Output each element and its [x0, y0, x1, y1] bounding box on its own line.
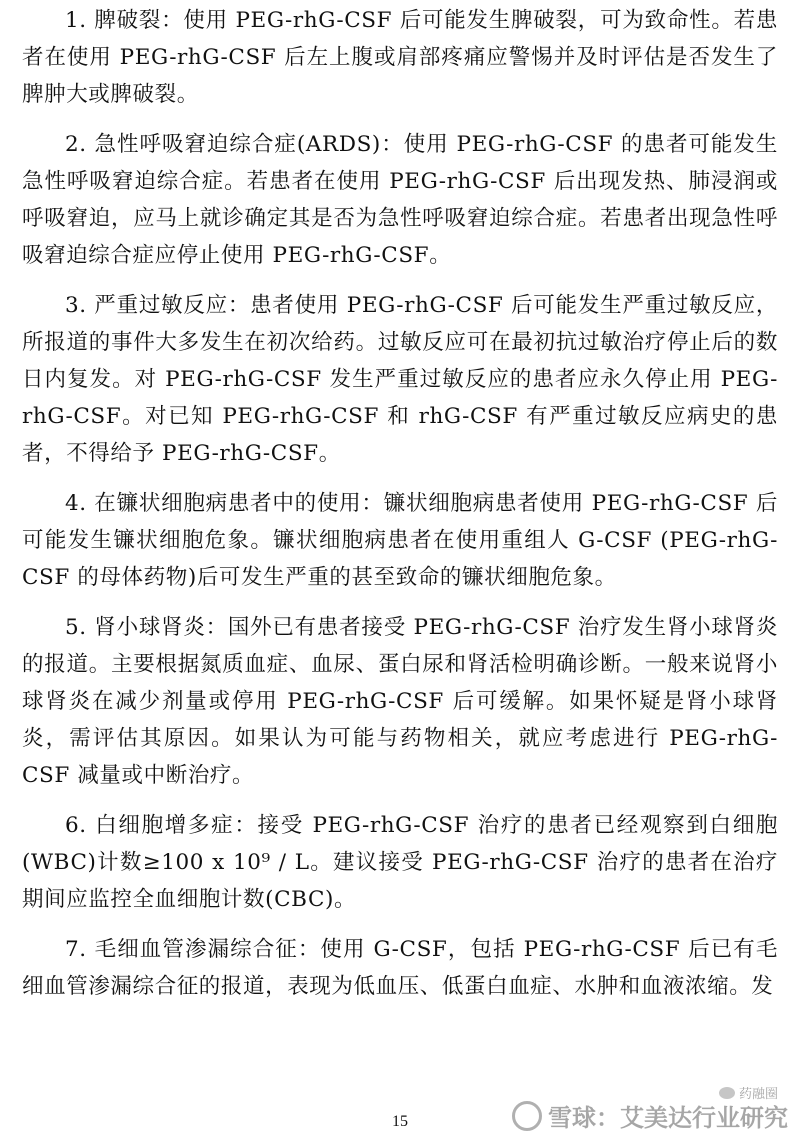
- paragraph-sickle-cell: 4. 在镰状细胞病患者中的使用：镰状细胞病患者使用 PEG-rhG-CSF 后可能发生镰状细胞危象。镰状细胞病患者在使用重组人 G-CSF (PEG-rhG-CSF 的母体药物)后可发生严重的甚至致命的镰状细胞危象。: [22, 491, 778, 590]
- paragraph-allergic-reaction: 3. 严重过敏反应：患者使用 PEG-rhG-CSF 后可能发生严重过敏反应，所报道的事件大多发生在初次给药。过敏反应可在最初抗过敏治疗停止后的数日内复发。对 PEG-rhG-CSF 发生严重过敏反应的患者应永久停止用 PEG-rhG-CSF。对已知 PEG-rhG-CSF 和 rhG-CSF 有严重过敏反应病史的患者，不得给予 PEG-rhG-CSF。: [22, 293, 778, 466]
- snowball-logo-icon: [512, 1101, 542, 1131]
- wechat-icon: [719, 1087, 735, 1099]
- paragraph-ards: 2. 急性呼吸窘迫综合症(ARDS)：使用 PEG-rhG-CSF 的患者可能发生急性呼吸窘迫综合症。若患者在使用 PEG-rhG-CSF 后出现发热、肺浸润或呼吸窘迫，应马上就诊确定其是否为急性呼吸窘迫综合症。若患者出现急性呼吸窘迫综合症应停止使用 PEG-rhG-CSF。: [22, 132, 778, 268]
- watermark: [512, 1098, 788, 1133]
- paragraph-capillary-leak: 7. 毛细血管渗漏综合征：使用 G-CSF，包括 PEG-rhG-CSF 后已有毛细血管渗漏综合征的报道，表现为低血压、低蛋白血症、水肿和血液浓缩。发: [22, 937, 778, 999]
- paragraph-glomerulonephritis: 5. 肾小球肾炎：国外已有患者接受 PEG-rhG-CSF 治疗发生肾小球肾炎的报道。主要根据氮质血症、血尿、蛋白尿和肾活检明确诊断。一般来说肾小球肾炎在减少剂量或停用 PEG-rhG-CSF 后可缓解。如果怀疑是肾小球肾炎，需评估其原因。如果认为可能与药物相关，就应考虑进行 PEG-rhG-CSF 减量或中断治疗。: [22, 615, 778, 788]
- watermark-secondary-text: 药融圈: [738, 1087, 778, 1102]
- document-body: [22, 2, 778, 1018]
- paragraph-leukocytosis: 6. 白细胞增多症：接受 PEG-rhG-CSF 治疗的患者已经观察到白细胞(WBC)计数≥100 x 10⁹ / L。建议接受 PEG-rhG-CSF 治疗的患者在治疗期间应监控全血细胞计数(CBC)。: [22, 813, 778, 912]
- paragraph-splenic-rupture: 1. 脾破裂：使用 PEG-rhG-CSF 后可能发生脾破裂，可为致命性。若患者在使用 PEG-rhG-CSF 后左上腹或肩部疼痛应警惕并及时评估是否发生了脾肿大或脾破裂。: [22, 8, 778, 107]
- page-number: 15: [392, 1113, 408, 1130]
- watermark-text: 雪球：艾美达行业研究: [548, 1104, 788, 1132]
